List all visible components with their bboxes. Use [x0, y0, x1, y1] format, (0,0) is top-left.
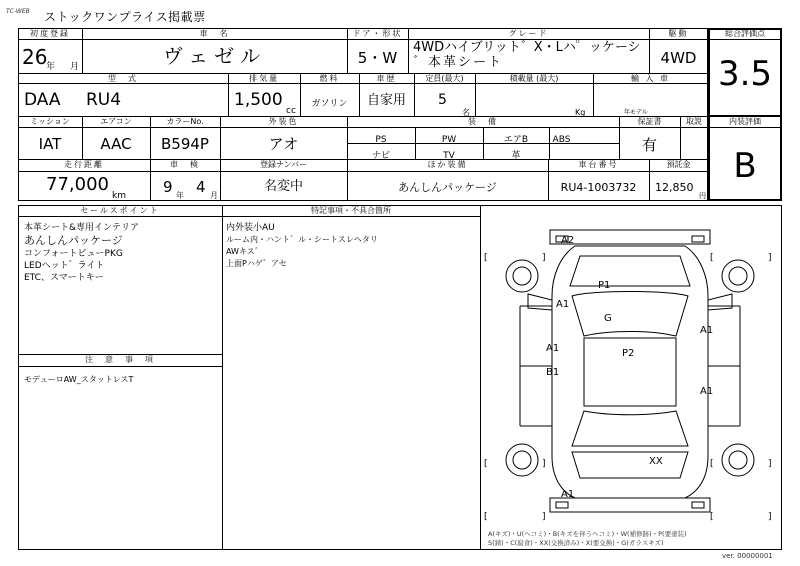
bracket: [ — [710, 459, 714, 469]
mark-p1: P1 — [598, 280, 611, 291]
label-inspection: 車 検 — [170, 160, 200, 169]
bracket: [ — [484, 459, 488, 469]
label-aircon: エアコン — [100, 117, 132, 126]
km-unit: km — [112, 191, 126, 201]
warranty-value: 有 — [641, 136, 657, 154]
label-deposit: 預託金 — [666, 160, 691, 169]
interior-score: B — [733, 146, 757, 186]
mark-a1-left-door: A1 — [546, 343, 560, 354]
mark-a1-right-rear: A1 — [700, 386, 714, 397]
label-manual: 取説 — [686, 117, 702, 126]
ext-color-value: アオ — [268, 135, 299, 153]
label-overall: 総合評価点 — [725, 29, 765, 38]
insp-year-unit: 年 — [176, 191, 184, 200]
list-item: モデューロAW_スタットレスT — [24, 375, 134, 384]
yen-unit: 円 — [699, 192, 706, 200]
model-value: RU4 — [86, 90, 122, 110]
car-diagram — [480, 216, 782, 528]
list-item: コンフォートビューPKG — [24, 249, 123, 259]
version-label: ver. 00000001 — [722, 552, 773, 560]
insp-year-value: 9 — [163, 178, 173, 196]
door-value: 5・W — [357, 49, 398, 67]
list-item: LEDヘット゛ライト — [24, 261, 105, 271]
label-model: 型 式 — [108, 74, 138, 83]
insp-month-value: 4 — [196, 178, 206, 196]
label-chassis: 車台番号 — [578, 160, 619, 169]
mission-value: IAT — [38, 135, 62, 153]
label-displacement: 排気量 — [249, 74, 279, 83]
displacement-value: 1,500 — [234, 90, 283, 110]
list-item: 上面Pハゲ゛アセ — [226, 259, 287, 268]
label-fuel: 燃料 — [319, 74, 340, 83]
equip-leather: 革 — [511, 151, 521, 161]
month-unit: 月 — [70, 62, 80, 72]
page-title: ストックワンプライス掲載票 — [44, 10, 206, 24]
sales-points-list — [24, 222, 139, 284]
kg-unit: Kg — [575, 108, 586, 117]
equip-navi: ナビ — [371, 151, 390, 161]
bracket: [ — [710, 512, 714, 522]
year-value: 26 — [22, 45, 48, 69]
label-car-name: 車 名 — [199, 29, 230, 38]
logo: TC-WEB — [6, 8, 30, 15]
equip-tv: TV — [443, 151, 455, 161]
chassis-value: RU4-1003732 — [560, 181, 637, 194]
equip-airbag: エアB — [503, 135, 529, 145]
list-item: ETC、スマートキー — [24, 273, 104, 283]
mark-g: G — [604, 313, 612, 324]
insp-month-unit: 月 — [210, 191, 218, 200]
model-year-unit: 年モデル — [624, 109, 648, 116]
fuel-value: ガソリン — [311, 99, 348, 109]
label-remarks: 特記事項・不具合箇所 — [311, 206, 391, 215]
history-value: 自家用 — [366, 93, 406, 108]
equip-pw: PW — [441, 135, 457, 145]
list-item: AWキス゛ — [226, 247, 263, 256]
other-value: あんしんパッケージ — [398, 181, 497, 194]
mark-p2: P2 — [622, 348, 635, 359]
bracket: [ — [484, 253, 488, 263]
label-interior: 内装評価 — [729, 117, 761, 126]
label-first-reg: 初度登録 — [30, 29, 70, 38]
mark-xx: XX — [649, 456, 663, 467]
label-grade: グレード — [508, 29, 549, 38]
overall-score: 3.5 — [717, 54, 773, 94]
mark-a1-left-front: A1 — [556, 299, 570, 310]
notes-list — [24, 374, 133, 386]
deposit-value: 12,850 — [655, 181, 694, 194]
bracket: ] — [768, 459, 772, 469]
list-item: ルーム内・ハント゛ル・シートスレヘタリ — [226, 235, 378, 244]
label-plate: 登録ナンバー — [259, 160, 308, 169]
label-sales-points: セールスポイント — [80, 206, 160, 215]
legend-line2: S(錆)・C(腐食)・XX(交換済み)・X(要交換)・G(ガラスキズ) — [488, 539, 664, 547]
label-history: 車歴 — [376, 74, 397, 83]
list-item: あんしんパッケージ — [24, 234, 123, 247]
label-load: 積載量 (最大) — [509, 74, 559, 83]
aircon-value: AAC — [100, 135, 132, 153]
label-import: 輸 入 車 — [630, 74, 671, 83]
label-other: ほか装備 — [427, 160, 468, 169]
bracket: ] — [542, 253, 546, 263]
label-warranty: 保証書 — [637, 117, 662, 126]
legend-line1: A(キズ)・U(ヘコミ)・B(キズを伴うヘコミ)・W(補修跡)・P(要塗装) — [488, 530, 687, 538]
list-item: 内外装小AU — [226, 223, 275, 233]
mark-a1-right-front: A1 — [700, 325, 714, 336]
cc-unit: cc — [286, 106, 296, 116]
equip-ps: PS — [375, 135, 387, 145]
plate-value: 名変中 — [263, 179, 303, 194]
label-ext-color: 外装色 — [268, 117, 299, 126]
remarks-list — [226, 222, 378, 270]
bracket: ] — [768, 512, 772, 522]
label-mileage: 走行距離 — [64, 160, 104, 169]
mileage-value: 77,000 — [46, 174, 109, 195]
color-no-value: B594P — [161, 135, 209, 153]
year-unit: 年 — [46, 62, 56, 72]
bracket: ] — [542, 512, 546, 522]
label-drive: 駆動 — [668, 29, 689, 38]
mark-b1: B1 — [546, 367, 560, 378]
bracket: ] — [768, 253, 772, 263]
label-equipment: 装 備 — [468, 117, 498, 126]
list-item: 本革シート&専用インテリア — [24, 223, 140, 233]
grade-line2: ゛本革シート — [413, 55, 504, 70]
label-mission: ミッション — [30, 117, 70, 126]
bracket: [ — [710, 253, 714, 263]
grade-line1: 4WDハイブリット゛X・Lハ゜ッケーシ — [413, 40, 641, 55]
label-notes: 注 意 事 項 — [85, 355, 155, 364]
capacity-unit: 名 — [462, 108, 470, 117]
label-door: ドア・形状 — [352, 29, 403, 38]
equip-abs: ABS — [552, 135, 571, 145]
label-color-no: カラーNo. — [166, 117, 204, 126]
drive-value: 4WD — [660, 49, 697, 67]
mark-a1-rear: A1 — [561, 489, 575, 500]
model-prefix: DAA — [24, 90, 61, 110]
mark-a2: A2 — [561, 235, 575, 246]
label-capacity: 定員(最大) — [425, 74, 464, 83]
capacity-value: 5 — [438, 92, 447, 108]
bracket: ] — [542, 459, 546, 469]
bracket: [ — [484, 512, 488, 522]
car-name-value: ヴェゼル — [162, 44, 267, 68]
